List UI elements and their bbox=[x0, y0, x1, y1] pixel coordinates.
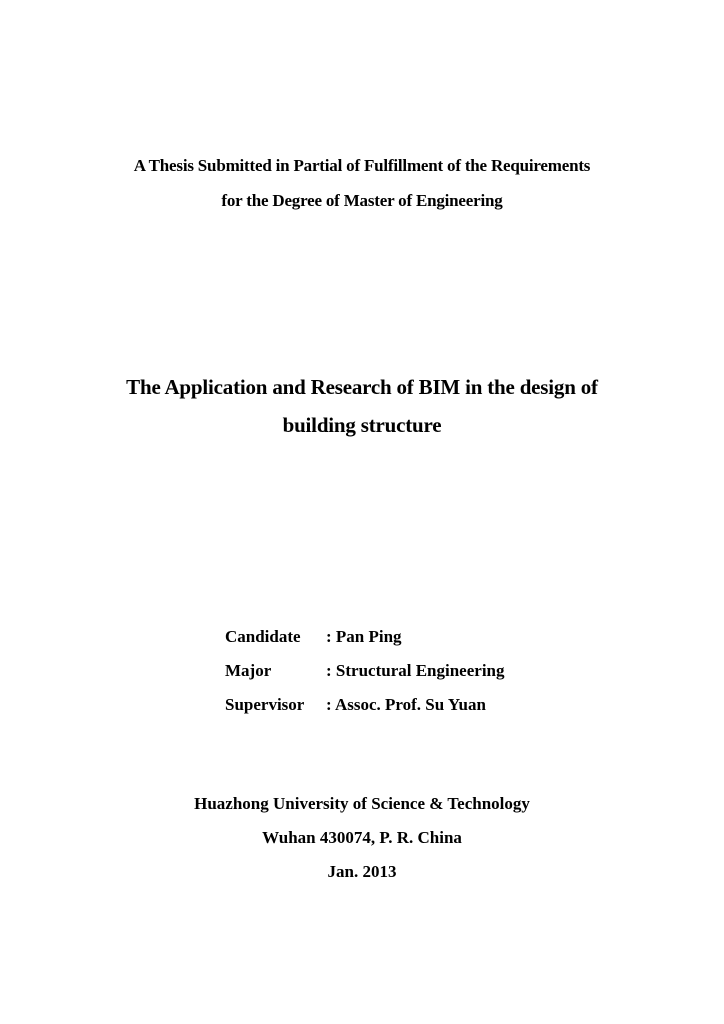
major-label: Major bbox=[225, 661, 272, 680]
thesis-statement-line-2: for the Degree of Master of Engineering bbox=[221, 191, 503, 210]
thesis-date: Jan. 2013 bbox=[327, 862, 397, 881]
supervisor-label: Supervisor bbox=[225, 695, 305, 714]
supervisor-value: : Assoc. Prof. Su Yuan bbox=[326, 695, 486, 714]
university-name: Huazhong University of Science & Technology bbox=[194, 794, 530, 813]
thesis-title-line-2: building structure bbox=[282, 413, 442, 437]
candidate-value: : Pan Ping bbox=[326, 627, 402, 646]
candidate-label: Candidate bbox=[225, 627, 301, 646]
thesis-title-line-1: The Application and Research of BIM in the design of bbox=[126, 375, 598, 399]
thesis-statement-line-1: A Thesis Submitted in Partial of Fulfillment of the Requirements bbox=[133, 156, 591, 175]
university-address: Wuhan 430074, P. R. China bbox=[262, 828, 462, 847]
major-value: : Structural Engineering bbox=[326, 661, 505, 680]
